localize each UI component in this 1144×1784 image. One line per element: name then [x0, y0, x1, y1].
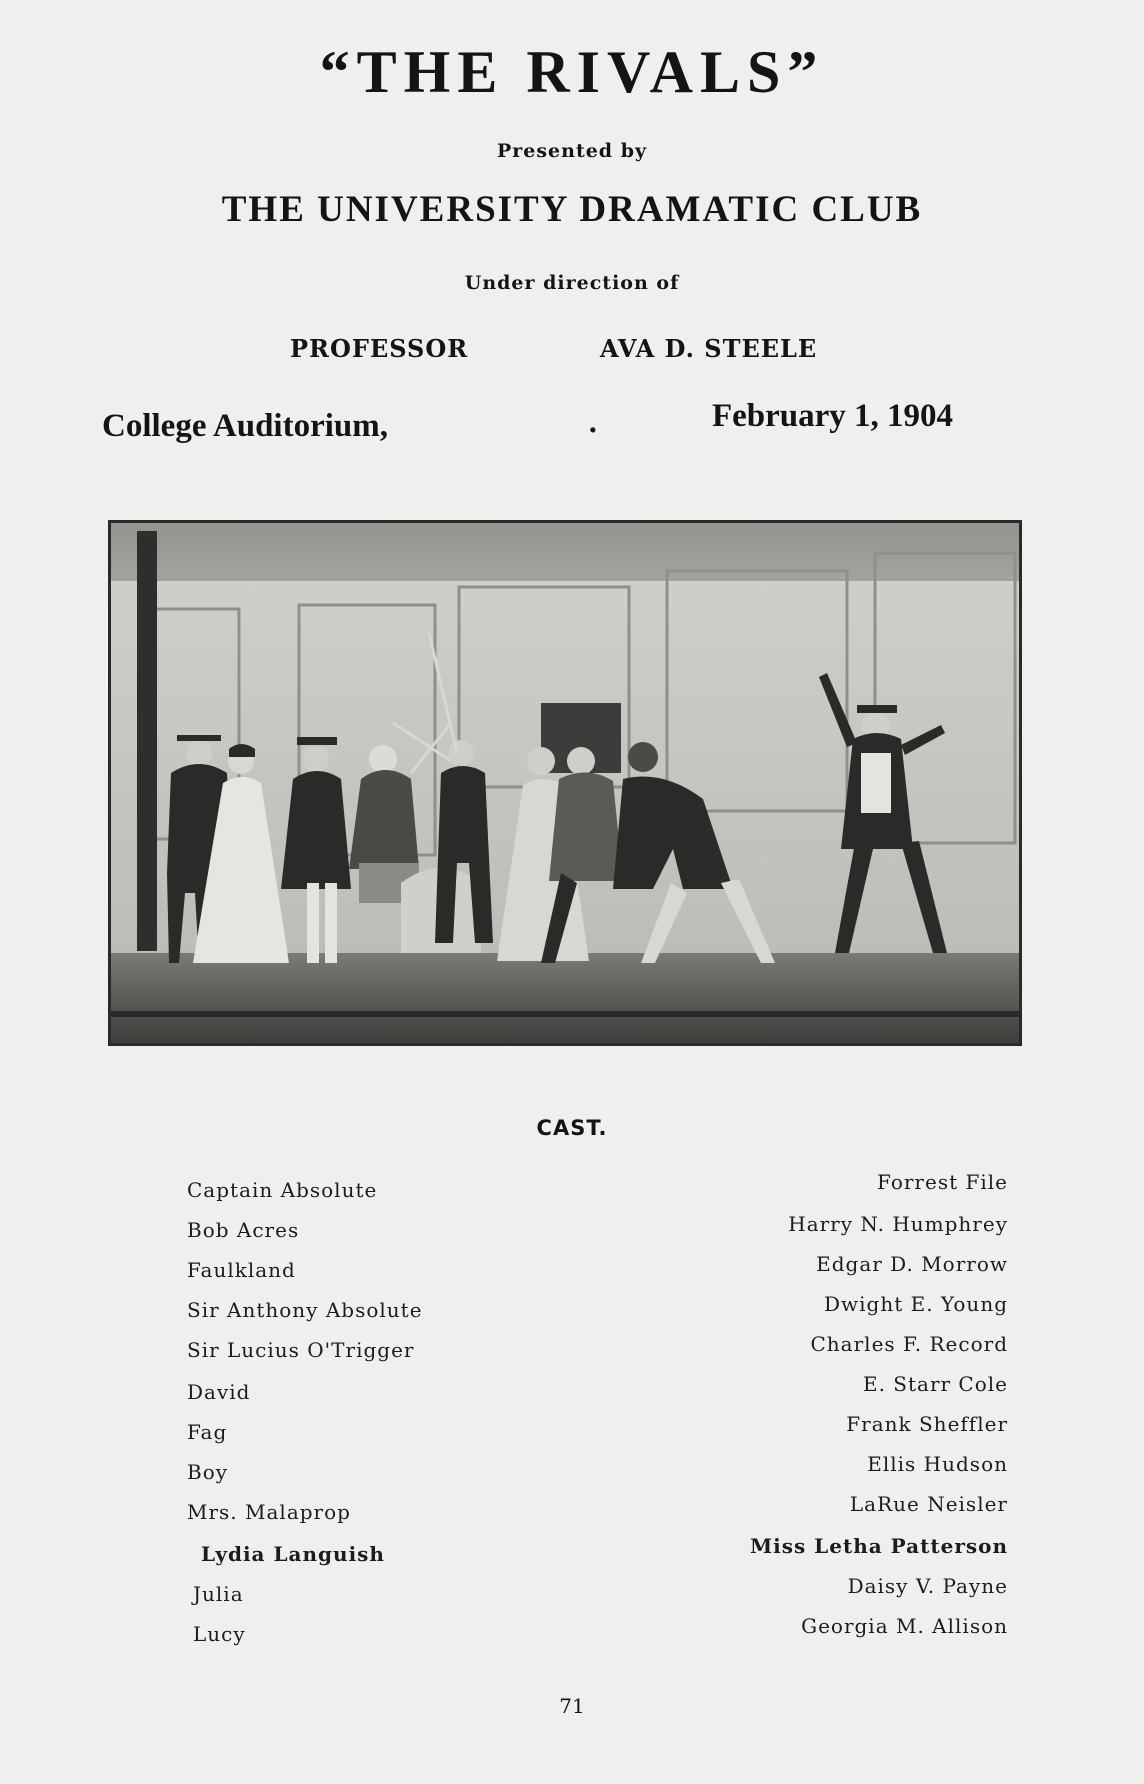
cast-actor: LaRue Neisler — [849, 1492, 1008, 1516]
club-name: THE UNIVERSITY DRAMATIC CLUB — [221, 189, 923, 230]
venue-date-separator: . — [588, 406, 598, 439]
cast-role: Julia — [193, 1582, 244, 1606]
cast-actor: Edgar D. Morrow — [816, 1252, 1008, 1276]
cast-list — [0, 1170, 1144, 1650]
cast-actor: Frank Sheffler — [846, 1412, 1008, 1436]
cast-actor: Daisy V. Payne — [847, 1574, 1008, 1598]
presented-by-label: Presented by — [496, 140, 648, 162]
venue: College Auditorium, — [102, 408, 388, 444]
cast-role: Lucy — [193, 1622, 246, 1646]
performance-date: February 1, 1904 — [712, 398, 954, 434]
cast-role: Bob Acres — [187, 1218, 300, 1242]
cast-role: David — [187, 1380, 251, 1404]
cast-actor: Harry N. Humphrey — [788, 1212, 1008, 1236]
stage-photograph — [108, 520, 1022, 1046]
cast-role: Lydia Languish — [201, 1542, 385, 1566]
cast-actor: E. Starr Cole — [862, 1372, 1008, 1396]
cast-role: Mrs. Malaprop — [187, 1500, 351, 1524]
play-title: “THE RIVALS” — [319, 39, 825, 105]
cast-role: Boy — [187, 1460, 229, 1484]
cast-role: Captain Absolute — [187, 1178, 378, 1202]
cast-role: Sir Lucius O'Trigger — [187, 1338, 415, 1362]
director-name: AVA D. STEELE — [600, 334, 818, 363]
cast-actor: Ellis Hudson — [867, 1452, 1008, 1476]
cast-actor: Charles F. Record — [810, 1332, 1008, 1356]
cast-role: Sir Anthony Absolute — [187, 1298, 423, 1322]
cast-role: Faulkland — [187, 1258, 296, 1282]
under-direction-label: Under direction of — [464, 272, 680, 294]
page-number: 71 — [559, 1694, 585, 1718]
cast-actor: Georgia M. Allison — [801, 1614, 1008, 1638]
cast-actor: Miss Letha Patterson — [749, 1534, 1008, 1558]
cast-actor: Forrest File — [877, 1170, 1008, 1194]
cast-role: Fag — [187, 1420, 228, 1444]
cast-heading: CAST. — [536, 1116, 608, 1140]
professor-label: PROFESSOR — [290, 334, 469, 363]
cast-actor: Dwight E. Young — [823, 1292, 1008, 1316]
